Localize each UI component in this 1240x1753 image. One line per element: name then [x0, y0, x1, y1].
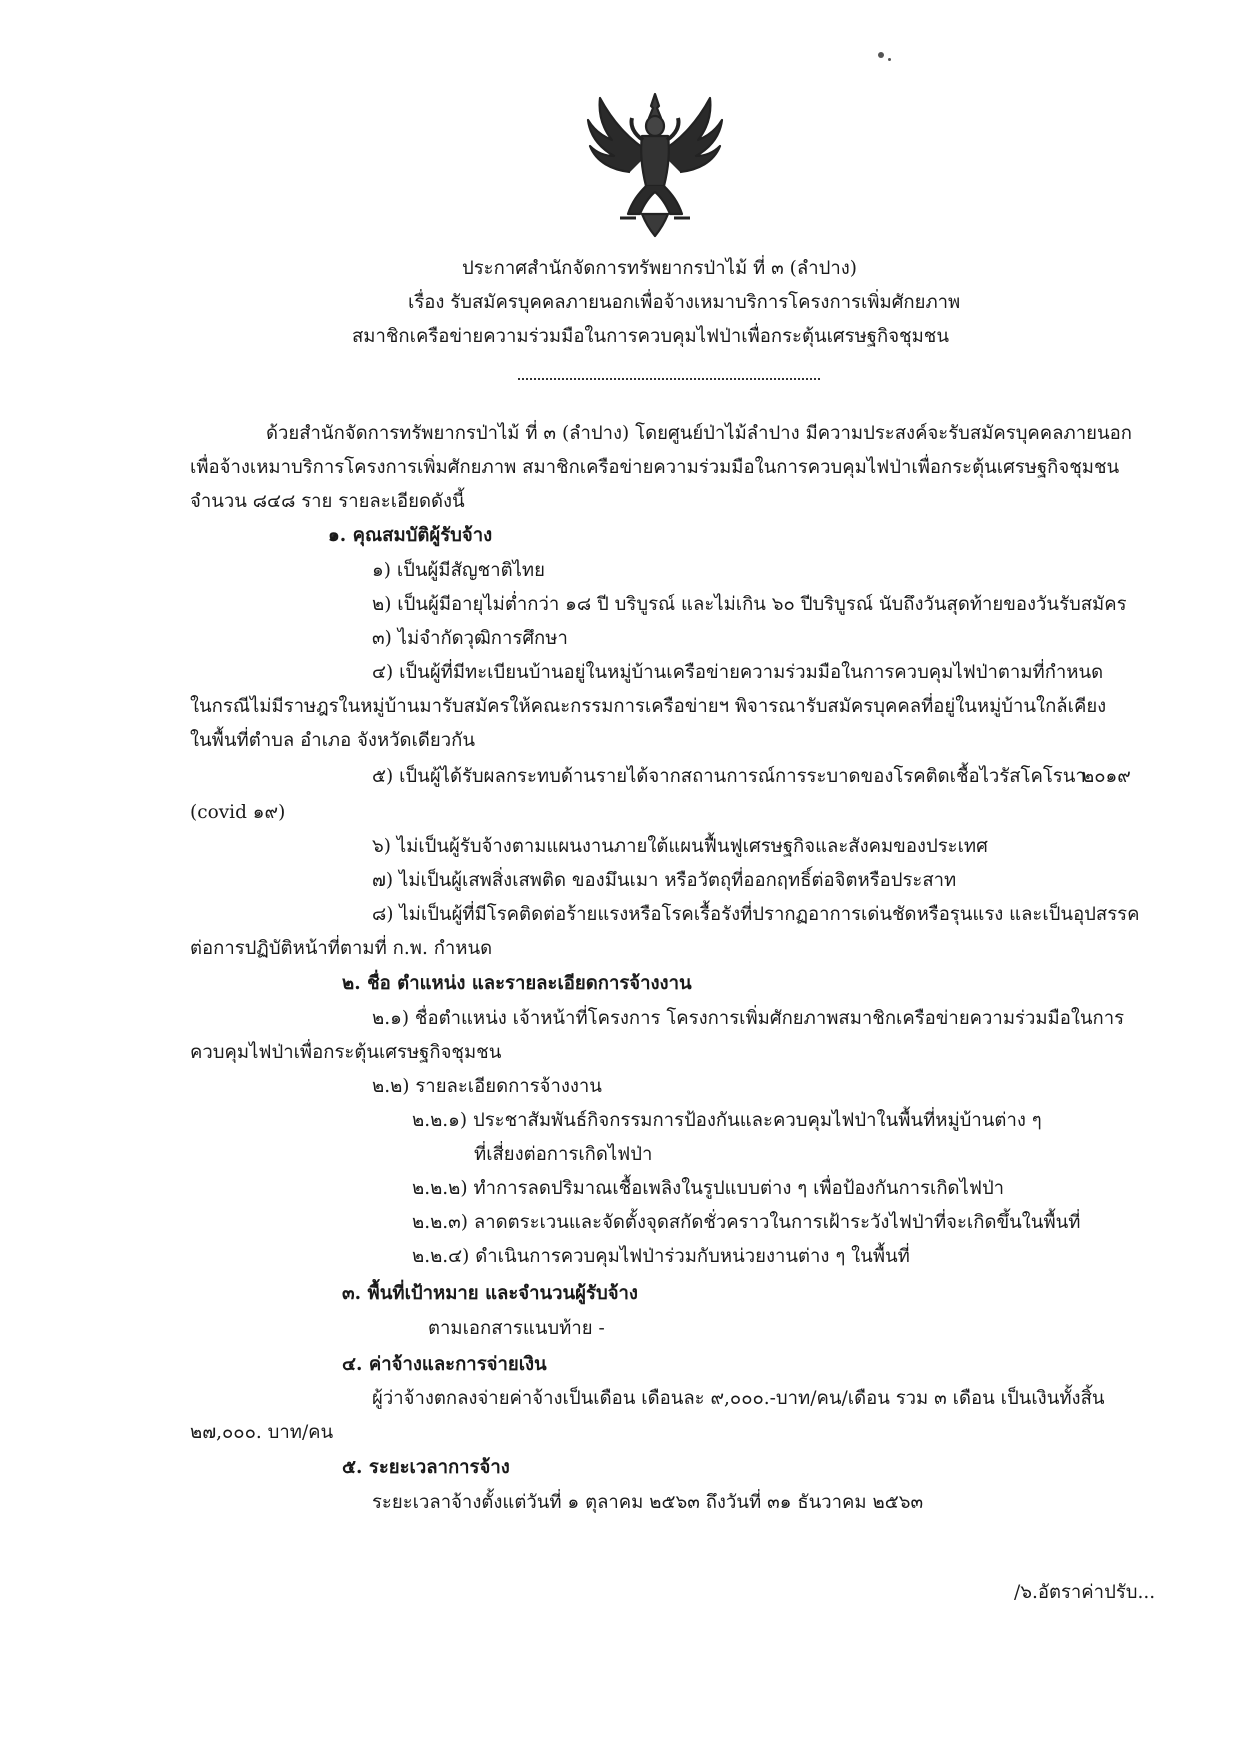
section-2-heading: ๒. ชื่อ ตำแหน่ง และรายละเอียดการจ้างงาน	[342, 973, 692, 994]
intro-line-3: จำนวน ๘๔๘ ราย รายละเอียดดังนี้	[190, 491, 465, 512]
section-1-item-3: ๓) ไม่จำกัดวุฒิการศึกษา	[372, 628, 568, 649]
section-1-item-6: ๖) ไม่เป็นผู้รับจ้างตามแผนงานภายใต้แผนฟื้นฟูเศรษฐกิจและสังคมของประเทศ	[372, 836, 988, 857]
section-1-item-8: ๘) ไม่เป็นผู้ที่มีโรคติดต่อร้ายแรงหรือโรคเรื้อรังที่ปรากฏอาการเด่นชัดหรือรุนแรง และเป็นอุปสรรค	[372, 904, 1140, 925]
garuda-emblem	[580, 90, 730, 240]
section-1-item-5-year: ๒๐๑๙	[1082, 766, 1131, 787]
section-2-sub-2-1: ๒.๒.๑) ประชาสัมพันธ์กิจกรรมการป้องกันและควบคุมไฟป่าในพื้นที่หมู่บ้านต่าง ๆ	[412, 1110, 1042, 1131]
intro-line-2: เพื่อจ้างเหมาบริการโครงการเพิ่มศักยภาพ สมาชิกเครือข่ายความร่วมมือในการควบคุมไฟป่าเพื่อกระตุ้นเศรษฐกิจชุมชน	[190, 457, 1120, 478]
section-2-sub-1: ๒.๑) ชื่อตำแหน่ง เจ้าหน้าที่โครงการ โครงการเพิ่มศักยภาพสมาชิกเครือข่ายความร่วมมือในการ	[372, 1008, 1125, 1029]
page-continuation: /๖.อัตราค่าปรับ...	[1014, 1582, 1156, 1603]
section-4-line-1: ผู้ว่าจ้างตกลงจ่ายค่าจ้างเป็นเดือน เดือนละ ๙,๐๐๐.-บาท/คน/เดือน รวม ๓ เดือน เป็นเงินทั้งสิ้น	[372, 1388, 1105, 1409]
intro-line-1: ด้วยสำนักจัดการทรัพยากรป่าไม้ ที่ ๓ (ลำปาง) โดยศูนย์ป่าไม้ลำปาง มีความประสงค์จะรับสมัครบุคคลภายนอก	[266, 423, 1132, 444]
section-2-sub-2: ๒.๒) รายละเอียดการจ้างงาน	[372, 1076, 602, 1097]
section-2-sub-2-2: ๒.๒.๒) ทำการลดปริมาณเชื้อเพลิงในรูปแบบต่าง ๆ เพื่อป้องกันการเกิดไฟป่า	[412, 1178, 1005, 1199]
section-1-item-4-cont-1: ในกรณีไม่มีราษฎรในหมู่บ้านมารับสมัครให้คณะกรรมการเครือข่ายฯ พิจารณารับสมัครบุคคลที่อยู่ในหมู่บ้านใกล้เคียง	[190, 696, 1107, 717]
section-4-heading: ๔. ค่าจ้างและการจ่ายเงิน	[342, 1354, 547, 1375]
section-1-item-5: ๕) เป็นผู้ได้รับผลกระทบด้านรายได้จากสถานการณ์การระบาดของโรคติดเชื้อไวรัสโคโรนา	[372, 766, 1086, 787]
section-1-item-2: ๒) เป็นผู้มีอายุไม่ต่ำกว่า ๑๘ ปี บริบูรณ์ และไม่เกิน ๖๐ ปีบริบูรณ์ นับถึงวันสุดท้ายของวันรับสมัคร	[372, 594, 1127, 615]
section-5-text: ระยะเวลาจ้างตั้งแต่วันที่ ๑ ตุลาคม ๒๕๖๓ ถึงวันที่ ๓๑ ธันวาคม ๒๕๖๓	[372, 1492, 924, 1513]
section-1-item-8-cont: ต่อการปฏิบัติหน้าที่ตามที่ ก.พ. กำหนด	[190, 938, 493, 959]
section-1-item-7: ๗) ไม่เป็นผู้เสพสิ่งเสพติด ของมึนเมา หรือวัตถุที่ออกฤทธิ์ต่อจิตหรือประสาท	[372, 870, 957, 891]
section-1-item-4-cont-2: ในพื้นที่ตำบล อำเภอ จังหวัดเดียวกัน	[190, 730, 475, 751]
section-1-heading: ๑. คุณสมบัติผู้รับจ้าง	[328, 525, 493, 546]
section-1-item-1: ๑) เป็นผู้มีสัญชาติไทย	[372, 560, 545, 581]
subject-line-1: เรื่อง รับสมัครบุคคลภายนอกเพื่อจ้างเหมาบริการโครงการเพิ่มศักยภาพ	[408, 292, 961, 313]
announcement-title: ประกาศสำนักจัดการทรัพยากรป่าไม้ ที่ ๓ (ลำปาง)	[462, 258, 857, 279]
section-1-item-5-cont: (covid ๑๙)	[190, 802, 286, 823]
section-3-text: ตามเอกสารแนบท้าย -	[428, 1318, 605, 1339]
section-3-heading: ๓. พื้นที่เป้าหมาย และจำนวนผู้รับจ้าง	[342, 1283, 638, 1304]
scan-speck	[888, 58, 891, 61]
section-2-sub-1-cont: ควบคุมไฟป่าเพื่อกระตุ้นเศรษฐกิจชุมชน	[190, 1042, 502, 1063]
section-2-sub-2-4: ๒.๒.๔) ดำเนินการควบคุมไฟป่าร่วมกับหน่วยงานต่าง ๆ ในพื้นที่	[412, 1246, 910, 1267]
section-4-line-2: ๒๗,๐๐๐. บาท/คน	[190, 1422, 334, 1443]
scan-speck	[878, 52, 884, 58]
title-divider	[518, 378, 820, 380]
section-1-item-4: ๔) เป็นผู้ที่มีทะเบียนบ้านอยู่ในหมู่บ้านเครือข่ายความร่วมมือในการควบคุมไฟป่าตามที่กำหนด	[372, 662, 1104, 683]
section-5-heading: ๕. ระยะเวลาการจ้าง	[342, 1457, 510, 1478]
subject-line-2: สมาชิกเครือข่ายความร่วมมือในการควบคุมไฟป่าเพื่อกระตุ้นเศรษฐกิจชุมชน	[352, 326, 950, 347]
section-2-sub-2-1-cont: ที่เสี่ยงต่อการเกิดไฟป่า	[474, 1144, 653, 1165]
section-2-sub-2-3: ๒.๒.๓) ลาดตระเวนและจัดตั้งจุดสกัดชั่วคราวในการเฝ้าระวังไฟป่าที่จะเกิดขึ้นในพื้นที่	[412, 1212, 1081, 1233]
